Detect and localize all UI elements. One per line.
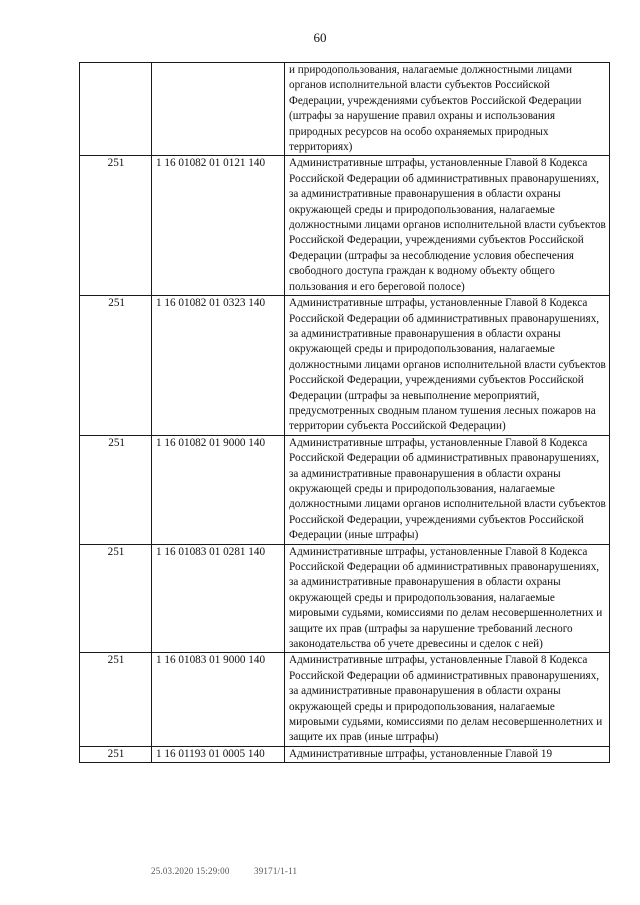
table-row [80,544,610,653]
budget-code-cell: 1 16 01083 01 0281 140 [152,544,285,653]
footer-timestamp: 25.03.2020 15:29:00 [151,866,230,876]
page-number: 60 [313,30,327,45]
administrator-code-cell: 251 [80,296,152,436]
document-footer [151,866,297,876]
budget-classification-table [79,62,610,763]
footer-document-number: 39171/1-11 [254,866,298,876]
budget-code-cell: 1 16 01193 01 0005 140 [152,746,285,762]
revenue-name-cell: Административные штрафы, установленные Главой 8 Кодекса Российской Федерации об административных правонарушениях, за административные правонарушения в области охраны окружающей среды и природопользования, налагаемые должностными лицами органов исполнительной власти субъектов Российской Федерации, учреждениями субъектов Российской Федерации (штрафы за несоблюдение условия обеспечения свободного доступа граждан к водному объекту общего пользования и его береговой полосе) [285,156,610,296]
budget-code-cell: 1 16 01082 01 0323 140 [152,296,285,436]
revenue-name-cell: Административные штрафы, установленные Главой 8 Кодекса Российской Федерации об административных правонарушениях, за административные правонарушения в области охраны окружающей среды и природопользования, налагаемые должностными лицами органов исполнительной власти субъектов Российской Федерации, учреждениями субъектов Российской Федерации (иные штрафы) [285,435,610,544]
table-row [80,63,610,156]
budget-code-cell: 1 16 01082 01 0121 140 [152,156,285,296]
revenue-name-cell: Административные штрафы, установленные Главой 8 Кодекса Российской Федерации об административных правонарушениях, за административные правонарушения в области охраны окружающей среды и природопользования, налагаемые мировыми судьями, комиссиями по делам несовершеннолетних и защите их прав (иные штрафы) [285,653,610,746]
table-row [80,435,610,544]
table-row [80,156,610,296]
budget-code-cell: 1 16 01082 01 9000 140 [152,435,285,544]
budget-code-cell: 1 16 01083 01 9000 140 [152,653,285,746]
table-row [80,746,610,762]
budget-code-cell [152,63,285,156]
administrator-code-cell: 251 [80,544,152,653]
administrator-code-cell: 251 [80,435,152,544]
table-row [80,296,610,436]
revenue-name-cell: и природопользования, налагаемые должностными лицами органов исполнительной власти субъектов Российской Федерации, учреждениями субъектов Российской Федерации (штрафы за нарушение правил охраны и использования природных ресурсов на особо охраняемых природных территориях) [285,63,610,156]
administrator-code-cell [80,63,152,156]
table-row [80,653,610,746]
revenue-name-cell: Административные штрафы, установленные Главой 8 Кодекса Российской Федерации об административных правонарушениях, за административные правонарушения в области охраны окружающей среды и природопользования, налагаемые должностными лицами органов исполнительной власти субъектов Российской Федерации, учреждениями субъектов Российской Федерации (штрафы за невыполнение мероприятий, предусмотренных сводным планом тушения лесных пожаров на территории субъекта Российской Федерации) [285,296,610,436]
revenue-name-cell: Административные штрафы, установленные Главой 8 Кодекса Российской Федерации об административных правонарушениях, за административные правонарушения в области охраны окружающей среды и природопользования, налагаемые мировыми судьями, комиссиями по делам несовершеннолетних и защите их прав (штрафы за нарушение требований лесного законодательства об учете древесины и сделок с ней) [285,544,610,653]
administrator-code-cell: 251 [80,746,152,762]
administrator-code-cell: 251 [80,156,152,296]
revenue-name-cell: Административные штрафы, установленные Главой 19 [285,746,610,762]
administrator-code-cell: 251 [80,653,152,746]
